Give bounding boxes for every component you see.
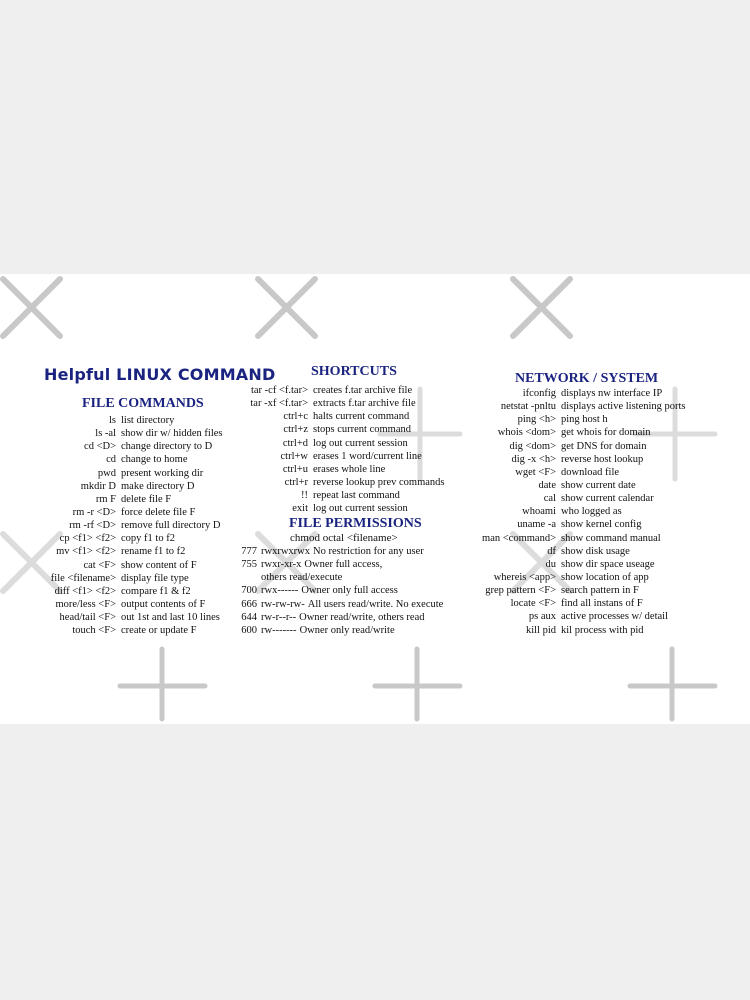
command-row bbox=[220, 423, 445, 436]
command-text: ctrl+r bbox=[284, 476, 308, 488]
watermark-plus-icon bbox=[625, 644, 720, 724]
command-description: active processes w/ detail bbox=[561, 611, 668, 623]
command-row bbox=[20, 598, 223, 611]
command-text: ctrl+w bbox=[280, 450, 308, 462]
command-text: kill pid bbox=[525, 624, 556, 636]
command-description: log out current session bbox=[313, 503, 408, 515]
command-text: rm -r <D> bbox=[72, 506, 116, 518]
command-row bbox=[20, 414, 223, 427]
command-description: create or update F bbox=[121, 625, 197, 637]
command-row bbox=[455, 624, 686, 637]
permission-octal: 755 bbox=[241, 559, 257, 571]
command-row bbox=[20, 532, 223, 545]
command-description: who logged as bbox=[561, 506, 622, 518]
command-text: more/less <F> bbox=[55, 598, 116, 610]
permission-octal: 644 bbox=[241, 611, 257, 623]
command-text: cd <D> bbox=[84, 441, 116, 453]
permission-mode: rwxr-xr-x bbox=[261, 559, 302, 571]
network-system-list bbox=[455, 387, 686, 637]
permission-octal: 600 bbox=[241, 624, 257, 636]
command-description: show dir space useage bbox=[561, 558, 655, 570]
command-row bbox=[220, 463, 445, 476]
command-text: whois <dom> bbox=[497, 427, 556, 439]
command-text: dig <dom> bbox=[509, 440, 556, 452]
permission-row bbox=[220, 598, 443, 611]
command-description: show command manual bbox=[561, 532, 661, 544]
command-description: halts current command bbox=[313, 411, 410, 423]
permission-description: Owner only full access bbox=[301, 585, 398, 597]
command-row bbox=[20, 624, 223, 637]
command-row bbox=[455, 479, 686, 492]
command-row bbox=[455, 440, 686, 453]
shortcuts-list bbox=[220, 384, 445, 515]
command-row bbox=[20, 506, 223, 519]
command-description: displays nw interface IP bbox=[561, 388, 663, 399]
command-row bbox=[20, 519, 223, 532]
command-text: rm F bbox=[95, 493, 116, 505]
command-row bbox=[20, 480, 223, 493]
command-row bbox=[455, 584, 686, 597]
command-description: out 1st and last 10 lines bbox=[121, 612, 220, 624]
permission-row bbox=[220, 545, 443, 558]
command-description: delete file F bbox=[121, 493, 172, 505]
command-text: cd bbox=[106, 454, 116, 466]
command-text: dig -x <h> bbox=[511, 453, 556, 465]
command-row bbox=[455, 400, 686, 413]
command-row bbox=[455, 505, 686, 518]
permission-description: Owner read/write, others read bbox=[299, 611, 425, 623]
command-row bbox=[455, 426, 686, 439]
file-permissions-heading: FILE PERMISSIONS bbox=[289, 516, 422, 531]
command-text: tar -xf <f.tar> bbox=[250, 398, 308, 410]
command-row bbox=[220, 384, 445, 397]
command-text: netstat -pnltu bbox=[500, 401, 556, 413]
command-row bbox=[220, 489, 445, 502]
command-row bbox=[455, 532, 686, 545]
command-row bbox=[455, 597, 686, 610]
command-description: present working dir bbox=[121, 467, 204, 479]
command-description: creates f.tar archive file bbox=[313, 385, 413, 396]
permission-description: Owner full access, bbox=[304, 559, 383, 571]
command-row bbox=[20, 440, 223, 453]
command-text: date bbox=[538, 479, 556, 491]
command-text: ping <h> bbox=[517, 414, 556, 426]
command-description: copy f1 to f2 bbox=[121, 533, 175, 545]
product-print-area bbox=[0, 274, 750, 724]
command-description: repeat last command bbox=[313, 490, 400, 502]
command-text: pwd bbox=[97, 467, 116, 479]
command-row bbox=[455, 492, 686, 505]
command-row bbox=[220, 397, 445, 410]
network-system-heading: NETWORK / SYSTEM bbox=[515, 371, 659, 386]
command-row bbox=[455, 571, 686, 584]
permission-row bbox=[220, 624, 443, 637]
permission-mode: rw-r--r-- bbox=[261, 611, 297, 623]
file-permissions-list bbox=[220, 545, 443, 637]
command-text: uname -a bbox=[517, 519, 556, 531]
permission-description: All users read/write. No execute bbox=[307, 598, 444, 610]
command-description: rename f1 to f2 bbox=[121, 546, 186, 558]
command-row bbox=[220, 437, 445, 450]
command-row bbox=[20, 572, 223, 585]
permission-octal: 777 bbox=[241, 546, 257, 557]
command-description: displays active listening ports bbox=[561, 401, 686, 413]
command-text: ifconfig bbox=[522, 388, 556, 399]
command-text: cp <f1> <f2> bbox=[59, 533, 116, 545]
command-row bbox=[20, 585, 223, 598]
command-text: touch <F> bbox=[72, 625, 116, 637]
command-text: ctrl+c bbox=[283, 411, 308, 423]
command-description: download file bbox=[561, 466, 620, 478]
command-row bbox=[20, 545, 223, 558]
command-description: show kernel config bbox=[561, 519, 642, 531]
permission-octal: 700 bbox=[241, 585, 257, 597]
command-text: du bbox=[545, 558, 556, 570]
command-description: show current date bbox=[561, 479, 636, 491]
command-text: whereis <app> bbox=[493, 571, 556, 583]
permission-mode: rwx------ bbox=[261, 585, 299, 597]
command-description: show dir w/ hidden files bbox=[121, 428, 223, 440]
command-row bbox=[455, 387, 686, 400]
command-text: whoami bbox=[522, 506, 556, 518]
command-description: change to home bbox=[121, 454, 188, 466]
permission-octal: 666 bbox=[241, 598, 257, 610]
command-description: get DNS for domain bbox=[561, 440, 647, 452]
command-text: ls bbox=[108, 415, 116, 426]
command-row bbox=[455, 558, 686, 571]
command-text: !! bbox=[301, 490, 308, 502]
command-text: exit bbox=[292, 503, 308, 515]
command-description: make directory D bbox=[121, 480, 195, 492]
command-text: locate <F> bbox=[510, 598, 556, 610]
command-text: mv <f1> <f2> bbox=[56, 546, 116, 558]
command-row bbox=[20, 493, 223, 506]
command-text: mkdir D bbox=[80, 480, 116, 492]
command-text: df bbox=[547, 545, 556, 557]
command-row bbox=[20, 427, 223, 440]
command-text: ps aux bbox=[528, 611, 556, 623]
command-description: list directory bbox=[121, 415, 175, 426]
command-text: head/tail <F> bbox=[59, 612, 116, 624]
permission-row bbox=[220, 571, 443, 584]
command-description: search pattern in F bbox=[561, 585, 639, 597]
command-row bbox=[455, 413, 686, 426]
command-description: kil process with pid bbox=[561, 624, 644, 636]
command-text: grep pattern <F> bbox=[485, 585, 556, 597]
command-description: reverse host lookup bbox=[561, 453, 644, 465]
file-permissions-subheading: chmod octal <filename> bbox=[290, 532, 398, 544]
permission-description: Owner only read/write bbox=[299, 624, 395, 636]
permission-mode: rwxrwxrwx bbox=[261, 546, 310, 557]
command-text: ctrl+u bbox=[282, 463, 308, 475]
command-description: change directory to D bbox=[121, 441, 213, 453]
command-row bbox=[455, 610, 686, 623]
command-description: log out current session bbox=[313, 437, 408, 449]
watermark-x-icon bbox=[0, 274, 70, 344]
command-row bbox=[455, 518, 686, 531]
permission-mode: rw-rw-rw- bbox=[261, 598, 305, 610]
command-description: force delete file F bbox=[121, 506, 196, 518]
command-text: diff <f1> <f2> bbox=[54, 585, 116, 597]
command-description: remove full directory D bbox=[121, 520, 221, 532]
shortcuts-heading: SHORTCUTS bbox=[311, 364, 397, 379]
command-row bbox=[20, 611, 223, 624]
command-text: file <filename> bbox=[50, 572, 116, 584]
command-text: ctrl+z bbox=[283, 424, 308, 436]
command-description: display file type bbox=[121, 572, 189, 584]
command-description: find all instans of F bbox=[561, 598, 643, 610]
watermark-x-icon bbox=[505, 274, 580, 344]
command-row bbox=[20, 467, 223, 480]
command-description: extracts f.tar archive file bbox=[313, 398, 416, 410]
command-description: stops current command bbox=[313, 424, 411, 436]
page-title: Helpful LINUX COMMAND bbox=[44, 365, 276, 384]
command-description: show disk usage bbox=[561, 545, 630, 557]
command-description: show location of app bbox=[561, 571, 649, 583]
command-row bbox=[455, 545, 686, 558]
permission-mode: rw------- bbox=[261, 624, 297, 636]
command-row bbox=[20, 453, 223, 466]
command-text: cat <F> bbox=[83, 559, 116, 571]
command-row bbox=[220, 476, 445, 489]
file-commands-list bbox=[20, 414, 223, 637]
command-description: show content of F bbox=[121, 559, 197, 571]
command-description: get whois for domain bbox=[561, 427, 651, 439]
command-text: man <command> bbox=[482, 532, 556, 544]
permission-description: others read/execute bbox=[261, 572, 343, 584]
watermark-x-icon bbox=[250, 274, 325, 344]
command-text: ctrl+d bbox=[282, 437, 308, 449]
command-row bbox=[455, 466, 686, 479]
command-text: ls -al bbox=[95, 428, 116, 440]
permission-row bbox=[220, 558, 443, 571]
command-text: rm -rf <D> bbox=[69, 520, 116, 532]
permission-row bbox=[220, 584, 443, 597]
command-row bbox=[455, 453, 686, 466]
command-description: compare f1 & f2 bbox=[121, 585, 191, 597]
command-description: reverse lookup prev commands bbox=[313, 476, 445, 488]
command-description: show current calendar bbox=[561, 493, 654, 505]
permission-description: No restriction for any user bbox=[313, 546, 424, 557]
command-text: tar -cf <f.tar> bbox=[250, 385, 308, 396]
command-row bbox=[20, 559, 223, 572]
command-description: erases whole line bbox=[313, 463, 386, 475]
command-row bbox=[220, 410, 445, 423]
command-row bbox=[220, 450, 445, 463]
watermark-plus-icon bbox=[115, 644, 210, 724]
watermark-plus-icon bbox=[370, 644, 465, 724]
command-text: wget <F> bbox=[515, 466, 556, 478]
file-commands-heading: FILE COMMANDS bbox=[82, 396, 204, 411]
command-description: output contents of F bbox=[121, 598, 206, 610]
permission-row bbox=[220, 611, 443, 624]
command-row bbox=[220, 502, 445, 515]
command-text: cal bbox=[543, 493, 556, 505]
command-description: erases 1 word/current line bbox=[313, 450, 422, 462]
command-description: ping host h bbox=[561, 414, 608, 426]
